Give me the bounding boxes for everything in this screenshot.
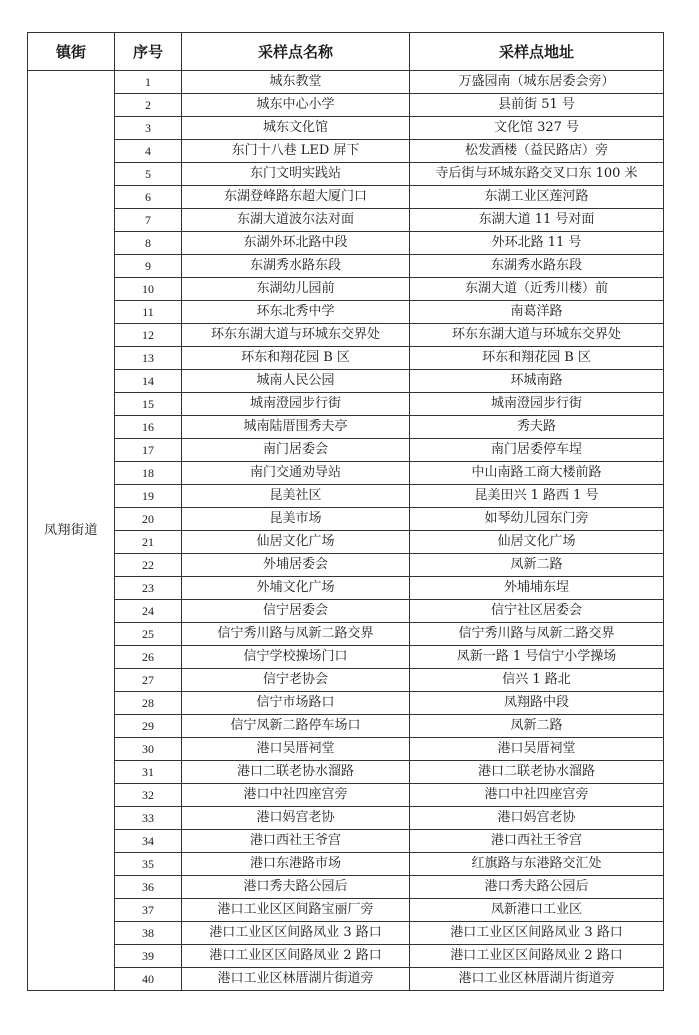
site-address-cell: 凤新二路 — [410, 715, 664, 738]
site-address-cell: 港口工业区区间路凤业 2 路口 — [410, 945, 664, 968]
site-address-cell: 港口秀夫路公园后 — [410, 876, 664, 899]
site-address-cell: 南门居委停车埕 — [410, 439, 664, 462]
table-row — [28, 94, 664, 117]
table-row — [28, 554, 664, 577]
site-name-cell: 东湖登峰路东超大厦门口 — [182, 186, 410, 209]
site-address-cell: 松发酒楼（益民路店）旁 — [410, 140, 664, 163]
table-row — [28, 186, 664, 209]
site-name-cell: 环东北秀中学 — [182, 301, 410, 324]
seq-cell: 36 — [115, 876, 182, 899]
seq-cell: 22 — [115, 554, 182, 577]
table-row — [28, 278, 664, 301]
site-address-cell: 环城南路 — [410, 370, 664, 393]
seq-cell: 26 — [115, 646, 182, 669]
table-row — [28, 945, 664, 968]
site-name-cell: 城南澄园步行街 — [182, 393, 410, 416]
table-row — [28, 163, 664, 186]
seq-cell: 37 — [115, 899, 182, 922]
site-address-cell: 外环北路 11 号 — [410, 232, 664, 255]
seq-cell: 18 — [115, 462, 182, 485]
seq-cell: 10 — [115, 278, 182, 301]
town-cell: 凤翔街道 — [28, 71, 115, 991]
seq-cell: 14 — [115, 370, 182, 393]
site-name-cell: 港口中社四座宫旁 — [182, 784, 410, 807]
seq-cell: 23 — [115, 577, 182, 600]
table-row — [28, 669, 664, 692]
seq-cell: 29 — [115, 715, 182, 738]
table-row — [28, 646, 664, 669]
seq-cell: 20 — [115, 508, 182, 531]
site-name-cell: 东门文明实践站 — [182, 163, 410, 186]
table-row — [28, 761, 664, 784]
seq-cell: 35 — [115, 853, 182, 876]
table-row — [28, 853, 664, 876]
site-name-cell: 东湖幼儿园前 — [182, 278, 410, 301]
site-address-cell: 城南澄园步行街 — [410, 393, 664, 416]
seq-cell: 33 — [115, 807, 182, 830]
site-name-cell: 环东东湖大道与环城东交界处 — [182, 324, 410, 347]
site-address-cell: 凤新二路 — [410, 554, 664, 577]
site-address-cell: 环东东湖大道与环城东交界处 — [410, 324, 664, 347]
site-address-cell: 东湖大道（近秀川楼）前 — [410, 278, 664, 301]
document-page — [27, 32, 663, 991]
table-row — [28, 531, 664, 554]
site-name-cell: 昆美社区 — [182, 485, 410, 508]
site-name-cell: 东湖秀水路东段 — [182, 255, 410, 278]
header-seq: 序号 — [115, 33, 182, 71]
table-row — [28, 370, 664, 393]
table-row — [28, 692, 664, 715]
seq-cell: 31 — [115, 761, 182, 784]
table-row — [28, 209, 664, 232]
table-row — [28, 922, 664, 945]
seq-cell: 2 — [115, 94, 182, 117]
site-name-cell: 信宁市场路口 — [182, 692, 410, 715]
site-address-cell: 凤新港口工业区 — [410, 899, 664, 922]
seq-cell: 11 — [115, 301, 182, 324]
header-address: 采样点地址 — [410, 33, 664, 71]
table-row — [28, 232, 664, 255]
table-row — [28, 393, 664, 416]
table-row — [28, 807, 664, 830]
site-name-cell: 港口二联老协水溜路 — [182, 761, 410, 784]
site-address-cell: 东湖秀水路东段 — [410, 255, 664, 278]
site-address-cell: 寺后街与环城东路交叉口东 100 米 — [410, 163, 664, 186]
seq-cell: 19 — [115, 485, 182, 508]
table-row — [28, 117, 664, 140]
site-name-cell: 环东和翔花园 B 区 — [182, 347, 410, 370]
seq-cell: 4 — [115, 140, 182, 163]
site-name-cell: 外埔居委会 — [182, 554, 410, 577]
site-name-cell: 昆美市场 — [182, 508, 410, 531]
table-row — [28, 324, 664, 347]
table-row — [28, 462, 664, 485]
seq-cell: 30 — [115, 738, 182, 761]
site-name-cell: 港口工业区林厝湖片街道旁 — [182, 968, 410, 991]
seq-cell: 28 — [115, 692, 182, 715]
site-address-cell: 仙居文化广场 — [410, 531, 664, 554]
table-row — [28, 439, 664, 462]
site-address-cell: 秀夫路 — [410, 416, 664, 439]
site-name-cell: 港口吴厝祠堂 — [182, 738, 410, 761]
site-name-cell: 外埔文化广场 — [182, 577, 410, 600]
site-address-cell: 万盛园南（城东居委会旁） — [410, 71, 664, 94]
site-address-cell: 中山南路工商大楼前路 — [410, 462, 664, 485]
seq-cell: 38 — [115, 922, 182, 945]
table-row — [28, 600, 664, 623]
table-body — [28, 71, 664, 991]
seq-cell: 17 — [115, 439, 182, 462]
site-name-cell: 城南人民公园 — [182, 370, 410, 393]
site-name-cell: 东门十八巷 LED 屏下 — [182, 140, 410, 163]
site-name-cell: 信宁居委会 — [182, 600, 410, 623]
seq-cell: 9 — [115, 255, 182, 278]
table-row — [28, 738, 664, 761]
site-address-cell: 南葛洋路 — [410, 301, 664, 324]
site-name-cell: 港口东港路市场 — [182, 853, 410, 876]
site-address-cell: 环东和翔花园 B 区 — [410, 347, 664, 370]
seq-cell: 16 — [115, 416, 182, 439]
site-address-cell: 港口中社四座宫旁 — [410, 784, 664, 807]
table-row — [28, 577, 664, 600]
site-address-cell: 东湖大道 11 号对面 — [410, 209, 664, 232]
site-name-cell: 东湖外环北路中段 — [182, 232, 410, 255]
seq-cell: 24 — [115, 600, 182, 623]
site-address-cell: 港口吴厝祠堂 — [410, 738, 664, 761]
site-name-cell: 信宁老协会 — [182, 669, 410, 692]
table-row — [28, 876, 664, 899]
seq-cell: 32 — [115, 784, 182, 807]
site-address-cell: 港口工业区区间路凤业 3 路口 — [410, 922, 664, 945]
site-name-cell: 城东文化馆 — [182, 117, 410, 140]
header-town: 镇街 — [28, 33, 115, 71]
table-row — [28, 140, 664, 163]
site-address-cell: 信宁秀川路与凤新二路交界 — [410, 623, 664, 646]
table-row — [28, 301, 664, 324]
site-address-cell: 港口西社王爷宫 — [410, 830, 664, 853]
seq-cell: 12 — [115, 324, 182, 347]
seq-cell: 8 — [115, 232, 182, 255]
site-address-cell: 红旗路与东港路交汇处 — [410, 853, 664, 876]
table-header — [28, 33, 664, 71]
seq-cell: 25 — [115, 623, 182, 646]
seq-cell: 5 — [115, 163, 182, 186]
site-address-cell: 县前街 51 号 — [410, 94, 664, 117]
site-address-cell: 凤新一路 1 号信宁小学操场 — [410, 646, 664, 669]
site-address-cell: 凤翔路中段 — [410, 692, 664, 715]
seq-cell: 13 — [115, 347, 182, 370]
seq-cell: 40 — [115, 968, 182, 991]
seq-cell: 34 — [115, 830, 182, 853]
table-row — [28, 485, 664, 508]
site-name-cell: 信宁秀川路与凤新二路交界 — [182, 623, 410, 646]
site-address-cell: 如琴幼儿园东门旁 — [410, 508, 664, 531]
site-name-cell: 南门居委会 — [182, 439, 410, 462]
seq-cell: 15 — [115, 393, 182, 416]
site-address-cell: 东湖工业区莲河路 — [410, 186, 664, 209]
site-name-cell: 城南陆厝围秀夫亭 — [182, 416, 410, 439]
table-row — [28, 416, 664, 439]
site-name-cell: 城东中心小学 — [182, 94, 410, 117]
sampling-points-table — [27, 32, 664, 991]
header-row — [28, 33, 664, 71]
table-row — [28, 508, 664, 531]
seq-cell: 7 — [115, 209, 182, 232]
site-address-cell: 信宁社区居委会 — [410, 600, 664, 623]
table-row — [28, 255, 664, 278]
site-address-cell: 港口工业区林厝湖片街道旁 — [410, 968, 664, 991]
site-address-cell: 港口妈宫老协 — [410, 807, 664, 830]
table-row — [28, 623, 664, 646]
site-name-cell: 东湖大道波尔法对面 — [182, 209, 410, 232]
site-name-cell: 港口西社王爷宫 — [182, 830, 410, 853]
seq-cell: 1 — [115, 71, 182, 94]
table-row — [28, 347, 664, 370]
seq-cell: 39 — [115, 945, 182, 968]
site-address-cell: 信兴 1 路北 — [410, 669, 664, 692]
site-name-cell: 港口工业区区间路宝丽厂旁 — [182, 899, 410, 922]
site-name-cell: 港口秀夫路公园后 — [182, 876, 410, 899]
site-name-cell: 南门交通劝导站 — [182, 462, 410, 485]
site-address-cell: 外埔埔东埕 — [410, 577, 664, 600]
header-name: 采样点名称 — [182, 33, 410, 71]
table-row — [28, 830, 664, 853]
table-row — [28, 715, 664, 738]
site-address-cell: 文化馆 327 号 — [410, 117, 664, 140]
table-row — [28, 899, 664, 922]
seq-cell: 21 — [115, 531, 182, 554]
site-name-cell: 仙居文化广场 — [182, 531, 410, 554]
seq-cell: 27 — [115, 669, 182, 692]
table-row — [28, 784, 664, 807]
site-address-cell: 昆美田兴 1 路西 1 号 — [410, 485, 664, 508]
site-name-cell: 城东教堂 — [182, 71, 410, 94]
seq-cell: 6 — [115, 186, 182, 209]
site-name-cell: 港口妈宫老协 — [182, 807, 410, 830]
table-row — [28, 968, 664, 991]
table-row — [28, 71, 664, 94]
site-name-cell: 信宁学校操场门口 — [182, 646, 410, 669]
site-name-cell: 信宁凤新二路停车场口 — [182, 715, 410, 738]
site-name-cell: 港口工业区区间路凤业 3 路口 — [182, 922, 410, 945]
seq-cell: 3 — [115, 117, 182, 140]
site-address-cell: 港口二联老协水溜路 — [410, 761, 664, 784]
site-name-cell: 港口工业区区间路凤业 2 路口 — [182, 945, 410, 968]
